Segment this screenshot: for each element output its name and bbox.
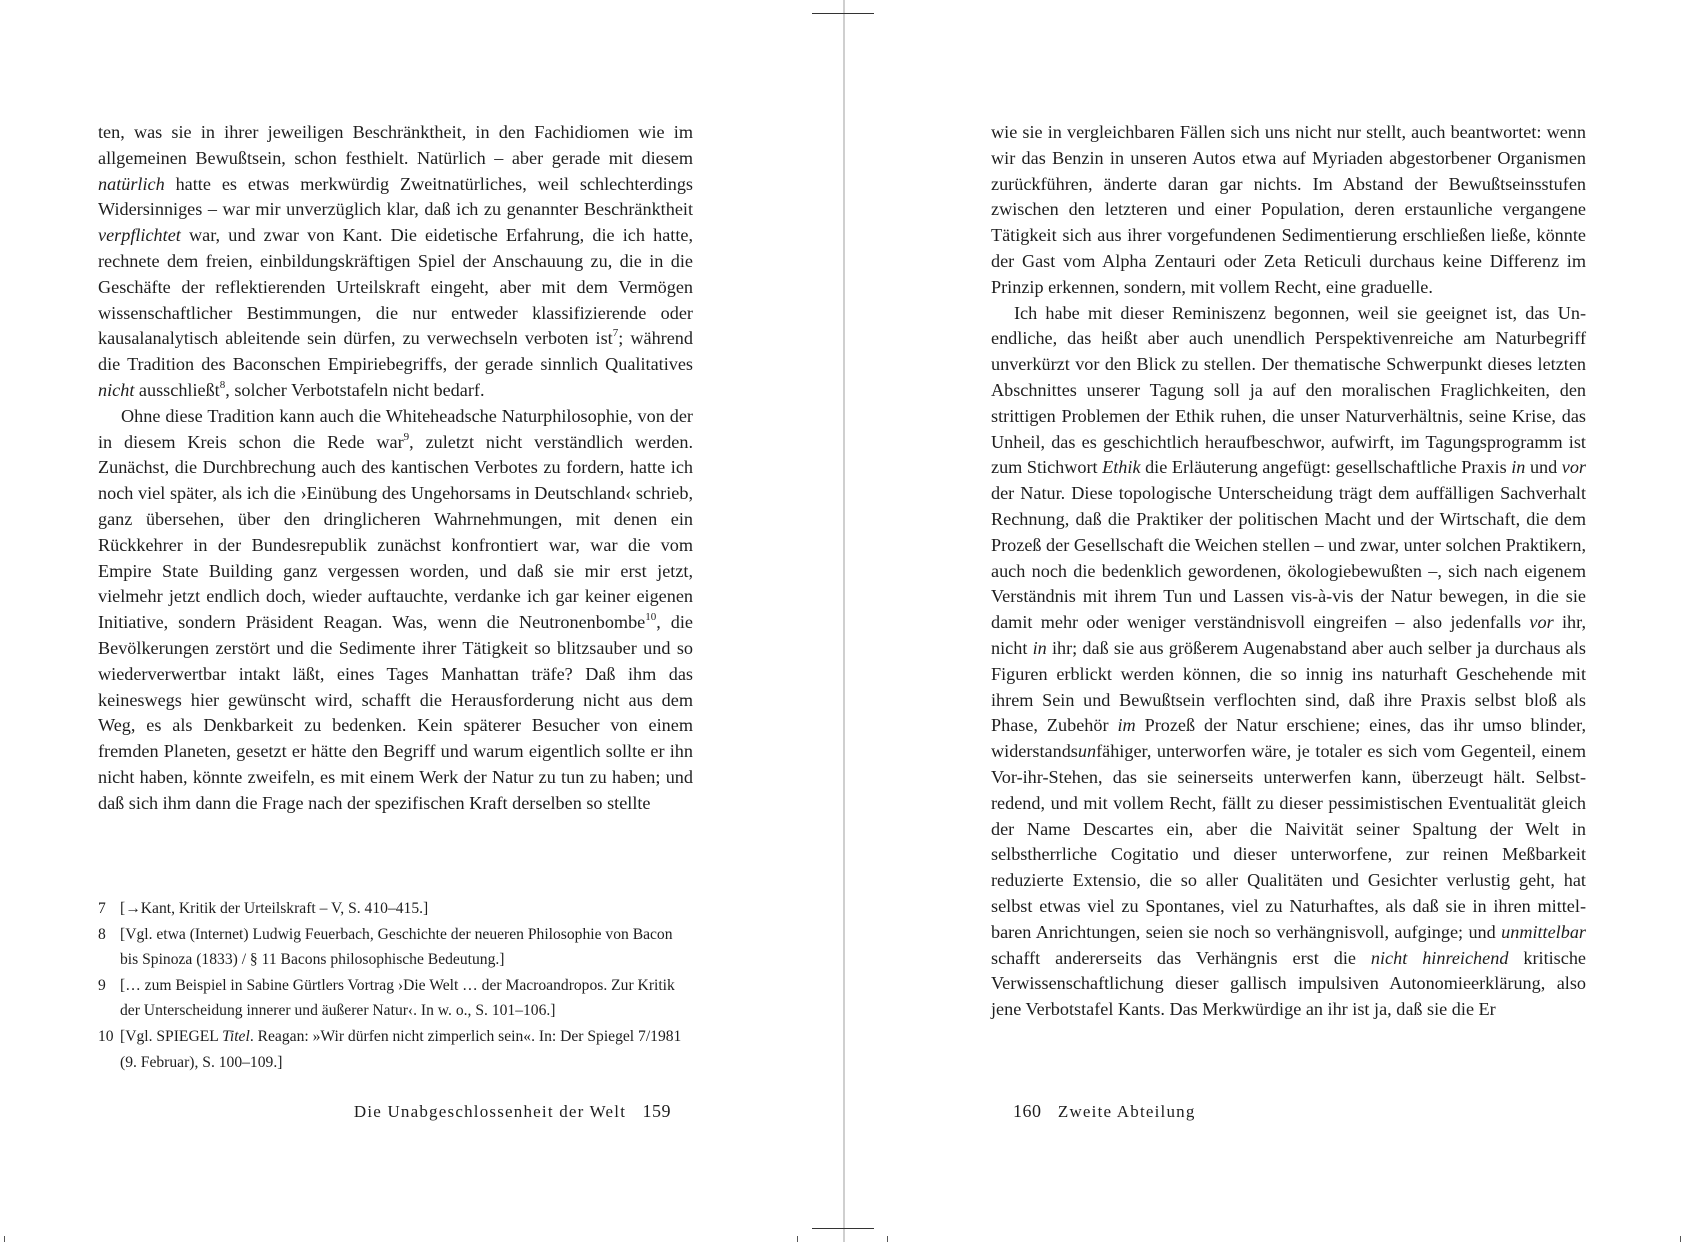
crop-tick [4,1236,5,1242]
crop-tick [797,1236,798,1242]
left-paragraph-1: ten, was sie in ihrer jeweiligen Beschränktheit, in den Fachidiomen wie im allgemeinen Bewußtsein, schon festhielt. Natürlich – aber gerade mit diesem natürlich hatte es etwas merkwürdig Zweitnatürliches, weil schlechterdings Widersinniges – war mir unverzüglich klar, daß ich zu genannter Beschränktheit verpflichtet war, und zwar von Kant. Die eidetische Erfahrung, die ich hatte, rechnete dem freien, einbildungskräftigen Spiel der Anschauung zu, die in die Geschäfte der reflektierenden Urteilskraft eingeht, aber mit dem Vermögen wissenschaftlicher Bestimmungen, die nur entweder klassifizierende oder kausalanalytisch ableitende sein dürfen, zu verwechseln verboten ist$^7$; während die Tradition des Baconschen Empiriebegriffs, der gerade sinnlich Qualitatives nicht ausschließt$^8$, solcher Verbotstafeln nicht bedarf. [98,122,693,400]
footnote [98,896,693,922]
right-page-body [991,120,1586,1023]
gutter-line [843,0,845,1242]
running-title: Zweite Abteilung [1057,1102,1196,1121]
running-title: Die Unabgeschlossenheit der Welt [353,1102,627,1121]
left-page-body [98,120,693,817]
right-running-footer [1013,1101,1196,1122]
footnote [98,1024,693,1075]
footnote [98,973,693,1024]
right-paragraph-1: wie sie in vergleichbaren Fällen sich uns nicht nur stellt, auch beantwortet: wenn wir das Benzin in unseren Autos etwa auf Myriaden abgestorbener Organismen zurückführen, änderte daran gar nichts. Im Abstand der Bewußtseinsstufen zwischen den letzteren und einer Population, deren erstaunliche vergangene Tätigkeit sich aus ihrer vorgefundenen Sedimentierung erschließen ließe, könnte der Gast vom Alpha Zentauri oder Zeta Reticuli durchaus keine Differenz im Prinzip erkennen, sondern, mit vollem Recht, eine graduelle. [991,122,1586,297]
footnote-number: 10 [98,1027,114,1045]
footnote-number: 8 [98,925,106,943]
footnote-text: [… zum Beispiel in Sabine Gürtlers Vortrag ›Die Welt … der Macroandropos. Zur Kritik der Unterscheidung innerer und äußerer Natur‹. In w. o., S. 101–106.] [120,976,675,1020]
footnote-text: [→Kant, Kritik der Urteilskraft – V, S. 410–415.] [120,900,429,917]
left-running-footer [354,1101,671,1122]
crop-mark-top [812,13,874,14]
crop-tick [887,1236,888,1242]
page-number: 160 [1013,1101,1042,1121]
left-footnotes [98,896,693,1075]
right-paragraph-2: Ich habe mit dieser Reminiszenz begonnen, weil sie geeignet ist, das Unendliche, das heißt aber auch unendlich Perspektivenreiche am Naturbegriff unverkürzt vor den Blick zu stellen. Der thematische Schwerpunkt dieses letzten Abschnittes unserer Tagung soll ja auf den moralischen Fraglichkeiten, den strittigen Problemen der Ethik ruhen, die unser Naturverhältnis, seine Krise, das Unheil, das es geschichtlich heraufbeschwor, aufwirft, im Tagungsprogramm ist zum Stichwort Ethik die Erläuterung angefügt: gesellschaftliche Praxis in und vor der Natur. Diese topologische Unterscheidung trägt dem auffälligen Sachverhalt Rechnung, daß die Praktiker der politischen Macht und der Wirtschaft, die dem Prozeß der Gesellschaft die Weichen stellen – und zwar, unter solchen Praktikern, auch noch die bedenklich gewordenen, ökologiebewußten –, sich nach eigenem Verständnis mit ihrem Tun und Lassen vis-à-vis der Natur bewegen, in die sie damit mehr oder weniger verständnisvoll eingreifen – also jedenfalls vor ihr, nicht in ihr; daß sie aus größerem Augenabstand aber auch selber ja durchaus als Figuren erblickt werden können, die so innig ins naturhaft Geschehende mit ihrem Sein und Bewußtsein verflochten sind, daß ihre Praxis selbst bloß als Phase, Zubehör im Prozeß der Natur erschiene; eines, das ihr umso blinder, widerstandsunfähiger, unterworfen wäre, je totaler es sich vom Gegenteil, einem Vor-ihr-Stehen, das sie seinerseits unterwerfen kann, überzeugt hält. Selbstredend, und mit vollem Recht, fällt zu dieser pessimistischen Eventualität gleich der Name Descartes ein, aber die Naivität seiner Spaltung der Welt in selbstherrliche Cogitatio und dieser unterworfene, zur reinen Meßbarkeit reduzierte Extensio, die so aller Qualitäten und Gesichter verlustig geht, hat selbst etwas viel zu Spontanes, viel zu Naturhaftes, als daß sie in ihren mittelbaren Anrichtungen, seien sie noch so verhängnisvoll, aufginge; und unmittelbar schafft andererseits das Verhängnis erst die nicht hinreichend kritische Verwissenschaftlichung dieser gallisch impulsiven Autonomieerklärung, also jene Verbotstafel Kants. Das Merkwürdige an ihr ist ja, daß sie die Er [991,302,1587,1020]
footnote-text: [Vgl. etwa (Internet) Ludwig Feuerbach, Geschichte der neueren Philosophie von Bacon bis Spinoza (1833) / § 11 Bacons philosophische Bedeutung.] [120,925,673,969]
crop-tick [1680,1236,1681,1242]
footnote-text: [Vgl. SPIEGEL Titel. Reagan: »Wir dürfen nicht zimperlich sein«. In: Der Spiegel 7/1981 (9. Februar), S. 100–109.] [120,1027,682,1071]
left-paragraph-2: Ohne diese Tradition kann auch die Whiteheadsche Naturphilosophie, von der in diesem Kreis schon die Rede war$^9$, zuletzt nicht verständlich werden. Zunächst, die Durchbrechung auch des kantischen Verbotes zu fordern, hatte ich noch viel später, als ich die ›Einübung des Ungehorsams in Deutschland‹ schrieb, ganz übersehen, über den dringlicheren Wahrnehmungen, mit denen ein Rückkehrer in der Bundesrepublik zunächst konfrontiert war, war die vom Empire State Building ganz vergessen worden, und daß sie mir erst jetzt, vielmehr jetzt endlich doch, wieder auftauchte, verdanke ich gar keiner eigenen Initiative, sondern Präsident Reagan. Was, wenn die Neutronenbombe$^{10}$, die Bevölkerungen zerstört und die Sedimente ihrer Tätigkeit so blitzsauber und so wiederverwertbar intakt läßt, eines Tages Manhattan träfe? Daß ihm das keineswegs hier gewünscht wird, schafft die Herausforderung nicht aus dem Weg, es als Denkbarkeit zu bedenken. Kein späterer Besucher von einem fremden Planeten, gesetzt er hätte den Begriff und warum eigentlich sollte er ihn nicht haben, könnte zweifeln, es mit einem Werk der Natur zu tun zu haben; und daß sich ihm dann die Frage nach der spezifischen Kraft derselben so stellte [98,405,694,813]
page-number: 159 [642,1101,671,1121]
footnote [98,922,693,973]
footnote-number: 9 [98,976,106,994]
footnote-number: 7 [98,900,106,917]
crop-mark-bottom [812,1228,874,1229]
